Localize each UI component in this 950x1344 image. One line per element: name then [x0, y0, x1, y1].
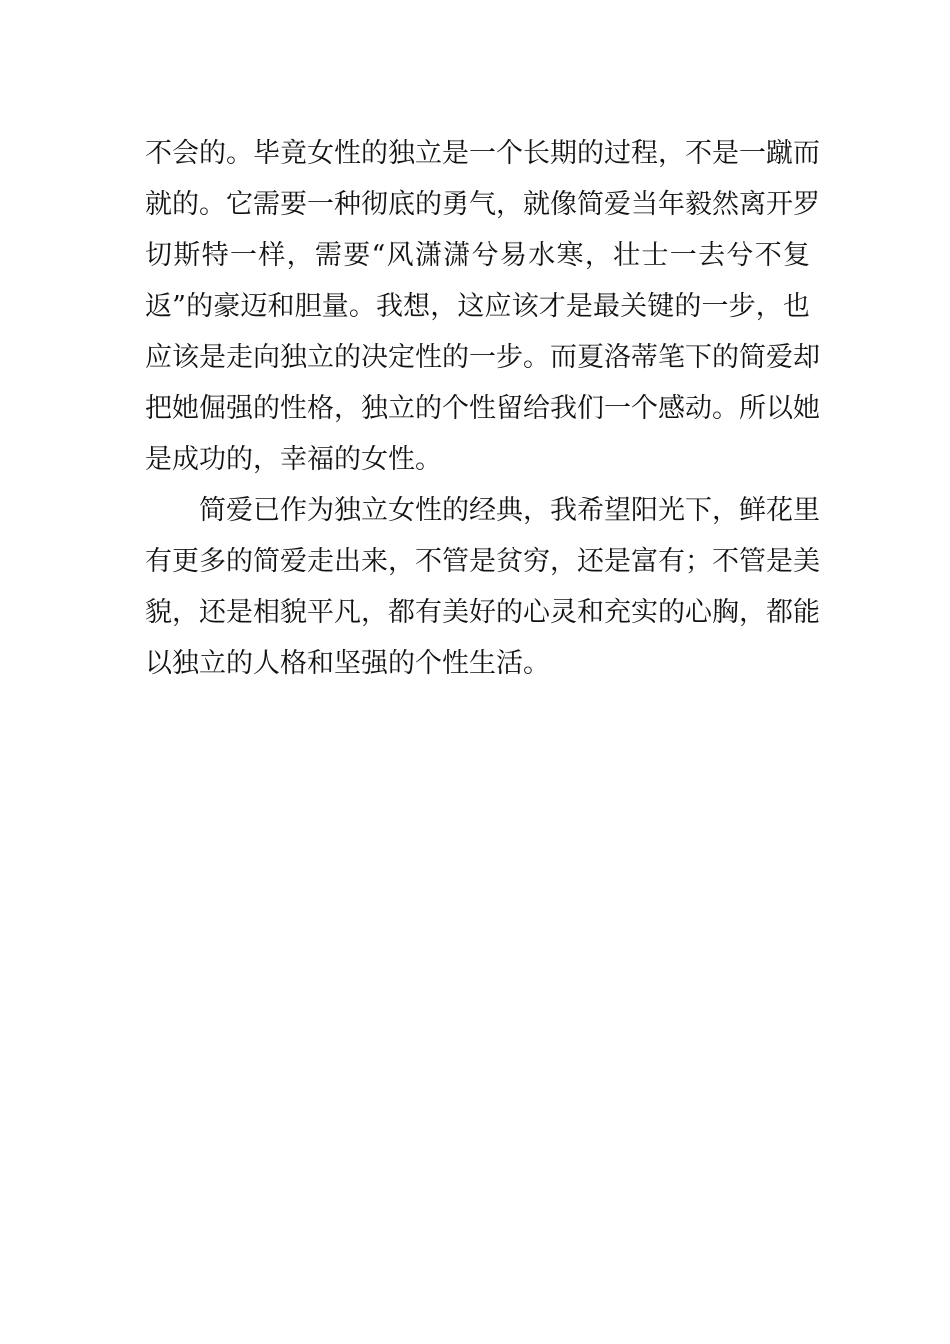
- text-line: 不 会 的 。 毕 竟 女 性 的 独 立 是 一 个 长 期 的 过 程 ， 不 是 一 蹴 而: [145, 138, 820, 169]
- text-line: 有 更 多 的 简 爱 走 出 来 ， 不 管 是 贫 穷 ， 还 是 富 有 ； 不 管 是 美: [145, 546, 820, 577]
- text-line: 返 ” 的 豪 迈 和 胆 量 。 我 想 ， 这 应 该 才 是 最 关 键 的 一 步 ， 也: [145, 291, 810, 322]
- paragraph-first-line: 简 爱 已 作 为 独 立 女 性 的 经 典 ， 我 希 望 阳 光 下 ， 鲜 花 里: [199, 495, 820, 526]
- text-line: 就 的 。 它 需 要 一 种 彻 底 的 勇 气 ， 就 像 简 爱 当 年 毅 然 离 开 罗: [145, 189, 820, 220]
- text-line: 切 斯 特 一 样 ， 需 要 “ 风 潇 潇 兮 易 水 寒 ， 壮 士 一 去 兮 不 复: [145, 240, 810, 271]
- text-line: 貌 ， 还 是 相 貌 平 凡 ， 都 有 美 好 的 心 灵 和 充 实 的 心 胸 ， 都 能: [145, 597, 820, 628]
- text-line: 以独立的人格和坚强的个性生活。: [145, 648, 550, 679]
- essay-text: [145, 128, 820, 689]
- text-line: 把 她 倔 强 的 性 格 ， 独 立 的 个 性 留 给 我 们 一 个 感 动 。 所 以 她: [145, 393, 820, 424]
- text-line: 应 该 是 走 向 独 立 的 决 定 性 的 一 步 。 而 夏 洛 蒂 笔 下 的 简 爱 却: [145, 342, 820, 373]
- text-line: 是成功的，幸福的女性。: [145, 444, 442, 475]
